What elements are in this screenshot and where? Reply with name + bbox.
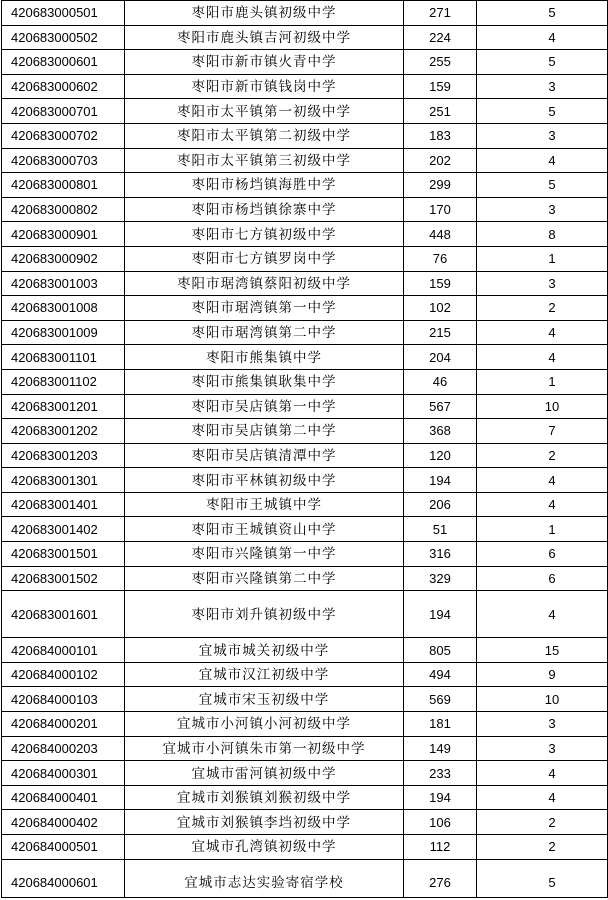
school-code: 420683001601: [2, 591, 125, 638]
school-name: 枣阳市太平镇第二初级中学: [125, 123, 404, 148]
quota-count: 4: [477, 785, 608, 810]
quota-count: 5: [477, 99, 608, 124]
quota-count: 2: [477, 835, 608, 860]
quota-count: 4: [477, 591, 608, 638]
table-row: [2, 835, 608, 860]
quota-count: 5: [477, 173, 608, 198]
school-name: 宜城市刘猴镇刘猴初级中学: [125, 785, 404, 810]
school-name: 枣阳市太平镇第一初级中学: [125, 99, 404, 124]
school-name: 枣阳市七方镇初级中学: [125, 222, 404, 247]
school-code: 420683000601: [2, 50, 125, 75]
school-name: 枣阳市熊集镇耿集中学: [125, 369, 404, 394]
school-code: 420684000103: [2, 687, 125, 712]
table-row: [2, 197, 608, 222]
table-row: [2, 74, 608, 99]
school-name: 宜城市志达实验寄宿学校: [125, 859, 404, 897]
school-code: 420684000501: [2, 835, 125, 860]
quota-count: 3: [477, 736, 608, 761]
student-count: 316: [404, 542, 477, 567]
table-row: [2, 566, 608, 591]
school-name: 枣阳市刘升镇初级中学: [125, 591, 404, 638]
table-row: [2, 222, 608, 247]
school-code: 420683001009: [2, 320, 125, 345]
school-code: 420683001003: [2, 271, 125, 296]
quota-count: 3: [477, 74, 608, 99]
school-name: 宜城市雷河镇初级中学: [125, 761, 404, 786]
quota-count: 9: [477, 662, 608, 687]
student-count: 120: [404, 443, 477, 468]
student-count: 159: [404, 74, 477, 99]
quota-count: 5: [477, 859, 608, 897]
school-name: 枣阳市琚湾镇第一中学: [125, 296, 404, 321]
student-count: 368: [404, 419, 477, 444]
table-row: [2, 369, 608, 394]
table-row: [2, 662, 608, 687]
student-count: 170: [404, 197, 477, 222]
table-row: [2, 492, 608, 517]
school-code: 420684000301: [2, 761, 125, 786]
school-name: 枣阳市太平镇第三初级中学: [125, 148, 404, 173]
student-count: 224: [404, 25, 477, 50]
student-count: 46: [404, 369, 477, 394]
student-count: 194: [404, 468, 477, 493]
table-row: [2, 761, 608, 786]
table-row: [2, 468, 608, 493]
school-name: 枣阳市琚湾镇第二中学: [125, 320, 404, 345]
school-name: 枣阳市兴隆镇第一中学: [125, 542, 404, 567]
school-name: 枣阳市杨垱镇海胜中学: [125, 173, 404, 198]
school-quota-table: [1, 0, 608, 898]
quota-count: 10: [477, 687, 608, 712]
student-count: 204: [404, 345, 477, 370]
school-name: 枣阳市王城镇中学: [125, 492, 404, 517]
student-count: 567: [404, 394, 477, 419]
quota-count: 2: [477, 443, 608, 468]
table-row: [2, 1, 608, 26]
table-row: [2, 345, 608, 370]
quota-count: 1: [477, 517, 608, 542]
table-row: [2, 419, 608, 444]
student-count: 183: [404, 123, 477, 148]
quota-count: 4: [477, 761, 608, 786]
table-row: [2, 123, 608, 148]
quota-count: 4: [477, 468, 608, 493]
school-code: 420683001201: [2, 394, 125, 419]
student-count: 112: [404, 835, 477, 860]
student-count: 299: [404, 173, 477, 198]
school-name: 枣阳市熊集镇中学: [125, 345, 404, 370]
school-name: 宜城市小河镇小河初级中学: [125, 712, 404, 737]
quota-count: 2: [477, 296, 608, 321]
school-code: 420683001301: [2, 468, 125, 493]
student-count: 448: [404, 222, 477, 247]
student-count: 181: [404, 712, 477, 737]
table-row: [2, 810, 608, 835]
student-count: 276: [404, 859, 477, 897]
student-count: 102: [404, 296, 477, 321]
table-row: [2, 443, 608, 468]
school-name: 宜城市城关初级中学: [125, 638, 404, 663]
school-name: 宜城市宋玉初级中学: [125, 687, 404, 712]
quota-count: 3: [477, 197, 608, 222]
school-code: 420683000701: [2, 99, 125, 124]
school-name: 枣阳市兴隆镇第二中学: [125, 566, 404, 591]
table-body: [2, 1, 608, 898]
quota-count: 8: [477, 222, 608, 247]
school-name: 枣阳市吴店镇第二中学: [125, 419, 404, 444]
school-name: 枣阳市新市镇钱岗中学: [125, 74, 404, 99]
table-row: [2, 296, 608, 321]
student-count: 159: [404, 271, 477, 296]
school-code: 420683000602: [2, 74, 125, 99]
school-name: 宜城市刘猴镇李垱初级中学: [125, 810, 404, 835]
student-count: 255: [404, 50, 477, 75]
quota-count: 2: [477, 810, 608, 835]
quota-count: 3: [477, 712, 608, 737]
school-name: 枣阳市鹿头镇吉河初级中学: [125, 25, 404, 50]
student-count: 76: [404, 246, 477, 271]
school-code: 420683000501: [2, 1, 125, 26]
school-code: 420683001402: [2, 517, 125, 542]
school-name: 枣阳市七方镇罗岗中学: [125, 246, 404, 271]
table-row: [2, 394, 608, 419]
student-count: 251: [404, 99, 477, 124]
student-count: 51: [404, 517, 477, 542]
school-code: 420683001501: [2, 542, 125, 567]
quota-count: 4: [477, 25, 608, 50]
school-code: 420683000902: [2, 246, 125, 271]
table-row: [2, 50, 608, 75]
school-name: 枣阳市鹿头镇初级中学: [125, 1, 404, 26]
school-code: 420684000601: [2, 859, 125, 897]
table-row: [2, 785, 608, 810]
school-code: 420683001102: [2, 369, 125, 394]
table-row: [2, 687, 608, 712]
student-count: 194: [404, 785, 477, 810]
student-count: 569: [404, 687, 477, 712]
table-row: [2, 736, 608, 761]
school-name: 枣阳市王城镇资山中学: [125, 517, 404, 542]
school-code: 420684000203: [2, 736, 125, 761]
student-count: 202: [404, 148, 477, 173]
table-row: [2, 591, 608, 638]
school-code: 420684000401: [2, 785, 125, 810]
student-count: 494: [404, 662, 477, 687]
table-row: [2, 320, 608, 345]
table-row: [2, 99, 608, 124]
school-code: 420683001101: [2, 345, 125, 370]
student-count: 233: [404, 761, 477, 786]
student-count: 329: [404, 566, 477, 591]
student-count: 149: [404, 736, 477, 761]
school-name: 枣阳市新市镇火青中学: [125, 50, 404, 75]
school-code: 420683001502: [2, 566, 125, 591]
quota-count: 5: [477, 1, 608, 26]
quota-count: 7: [477, 419, 608, 444]
quota-count: 4: [477, 320, 608, 345]
school-code: 420683001202: [2, 419, 125, 444]
school-code: 420683000901: [2, 222, 125, 247]
table-row: [2, 271, 608, 296]
table-row: [2, 25, 608, 50]
quota-count: 6: [477, 566, 608, 591]
school-code: 420683001203: [2, 443, 125, 468]
school-code: 420683000703: [2, 148, 125, 173]
school-code: 420683001008: [2, 296, 125, 321]
school-code: 420683000702: [2, 123, 125, 148]
quota-count: 4: [477, 492, 608, 517]
quota-count: 4: [477, 345, 608, 370]
school-code: 420684000402: [2, 810, 125, 835]
quota-count: 1: [477, 246, 608, 271]
school-name: 枣阳市琚湾镇蔡阳初级中学: [125, 271, 404, 296]
student-count: 206: [404, 492, 477, 517]
table-row: [2, 148, 608, 173]
school-name: 枣阳市吴店镇第一中学: [125, 394, 404, 419]
school-code: 420684000201: [2, 712, 125, 737]
table-row: [2, 517, 608, 542]
school-code: 420683000502: [2, 25, 125, 50]
table-row: [2, 542, 608, 567]
school-name: 宜城市小河镇朱市第一初级中学: [125, 736, 404, 761]
school-code: 420683000801: [2, 173, 125, 198]
student-count: 271: [404, 1, 477, 26]
school-name: 宜城市汉江初级中学: [125, 662, 404, 687]
quota-count: 3: [477, 123, 608, 148]
school-name: 宜城市孔湾镇初级中学: [125, 835, 404, 860]
table-row: [2, 712, 608, 737]
table-row: [2, 173, 608, 198]
quota-count: 4: [477, 148, 608, 173]
quota-count: 6: [477, 542, 608, 567]
student-count: 106: [404, 810, 477, 835]
student-count: 215: [404, 320, 477, 345]
school-code: 420683000802: [2, 197, 125, 222]
school-code: 420683001401: [2, 492, 125, 517]
quota-count: 1: [477, 369, 608, 394]
school-name: 枣阳市吴店镇清潭中学: [125, 443, 404, 468]
school-name: 枣阳市杨垱镇徐寨中学: [125, 197, 404, 222]
student-count: 805: [404, 638, 477, 663]
school-code: 420684000101: [2, 638, 125, 663]
table-row: [2, 246, 608, 271]
student-count: 194: [404, 591, 477, 638]
school-code: 420684000102: [2, 662, 125, 687]
quota-count: 15: [477, 638, 608, 663]
table-row: [2, 859, 608, 897]
school-name: 枣阳市平林镇初级中学: [125, 468, 404, 493]
table-row: [2, 638, 608, 663]
quota-count: 10: [477, 394, 608, 419]
quota-count: 3: [477, 271, 608, 296]
quota-count: 5: [477, 50, 608, 75]
